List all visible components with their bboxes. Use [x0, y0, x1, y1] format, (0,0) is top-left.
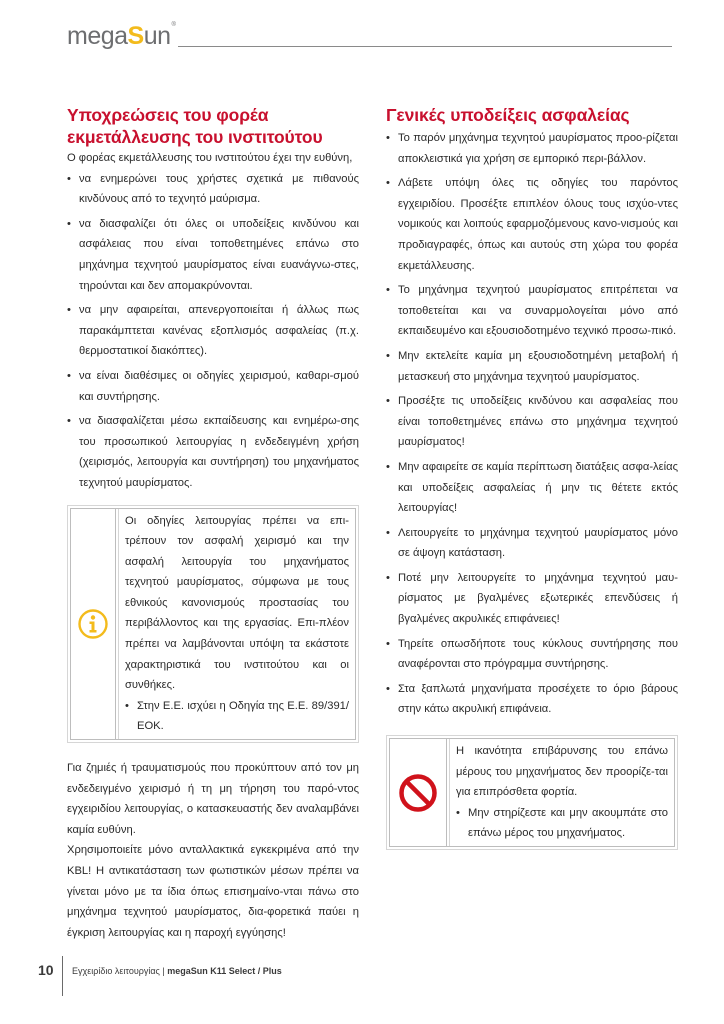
header-rule — [178, 46, 672, 47]
list-item: • Λάβετε υπόψη όλες τις οδηγίες του παρόντος εγχειριδίου. Προσέξτε επιπλέον όλους τους ισχύο-ντες νομικούς και λοιπούς εφαρμοζόμενους κανο-νισμούς και προδιαγραφές, όπως και αυτούς στη χώρα του φορέα εκμετάλλευσης. — [386, 173, 678, 276]
list-item: • Λειτουργείτε το μηχάνημα τεχνητού μαυρίσματος μόνο σε άψογη κατάσταση. — [386, 523, 678, 564]
footer-divider — [62, 956, 63, 996]
footer-doc-label: Εγχειρίδιο λειτουργίας | — [72, 966, 168, 976]
list-item: • Το παρόν μηχάνημα τεχνητού μαυρίσματος προο-ρίζεται αποκλειστικά για χρήση σε εμπορικό περι-βάλλον. — [386, 128, 678, 169]
list-item: • να διασφαλίζεται μέσω εκπαίδευσης και ενημέρω-σης του προσωπικού λειτουργίας η ενδεδειγμένη χρήση (χειρισμός, λειτουργία και συντήρηση) του μηχανήματος τεχνητού μαυρίσματος. — [67, 411, 359, 493]
prohibition-notice-bullet: • Μην στηρίζεστε και μην ακουμπάτε στο επάνω μέρος του μηχανήματος. — [456, 803, 668, 844]
operator-duties-list — [67, 169, 359, 494]
footer-product-name: megaSun K11 Select / Plus — [167, 966, 282, 976]
list-item: • Στα ξαπλωτά μηχανήματα προσέχετε το όριο βάρους στην κάτω ακρυλική επιφάνεια. — [386, 679, 678, 720]
prohibition-notice-box — [389, 738, 675, 847]
logo-text-mega: mega — [67, 22, 128, 50]
megasun-logo — [67, 20, 175, 52]
logo-registered-mark: ® — [171, 22, 176, 28]
list-item: • Το μηχάνημα τεχνητού μαυρίσματος επιτρέπεται να τοποθετείται και να συναρμολογείται μόνο από εκπαιδευμένο και εξουσιοδοτημένο τεχνικό προσω-πικό. — [386, 280, 678, 342]
info-notice-paragraph: Οι οδηγίες λειτουργίας πρέπει να επι-τρέπουν τον ασφαλή χειρισμό και την ασφαλή λειτουργία του μηχανήματος τεχνητού μαυρίσματος, σύμφωνα με τους εθνικούς κανονισμούς προστασίας του περιβάλλοντος και της εργασίας. Επι-πλέον πρέπει να λαμβάνονται υπόψη τα εκάστοτε χαρακτηριστικά του ινστιτούτου και οι συνθήκες. — [125, 514, 349, 692]
logo-text-s: S — [127, 22, 144, 50]
info-icon-cell — [71, 509, 116, 740]
prohibition-icon-cell — [390, 739, 447, 846]
right-column — [386, 104, 678, 865]
info-notice-bullet: • Στην Ε.Ε. ισχύει η Οδηγία της Ε.Ε. 89/391/ΕΟΚ. — [125, 696, 349, 737]
left-column — [67, 104, 359, 943]
info-icon — [77, 608, 109, 640]
list-item: • Μην εκτελείτε καμία μη εξουσιοδοτημένη μεταβολή ή μετασκευή στο μηχάνημα τεχνητού μαυρίσματος. — [386, 346, 678, 387]
prohibition-notice-paragraph: Η ικανότητα επιβάρυνσης του επάνω μέρους του μηχανήματος δεν προορίζε-ται για επιπρόσθετα φορτία. — [456, 745, 668, 799]
prohibition-icon — [398, 773, 438, 813]
operator-duties-intro: Ο φορέας εκμετάλλευσης του ινστιτούτου έχει την ευθύνη, — [67, 152, 353, 164]
list-item: • Προσέξτε τις υποδείξεις κινδύνου και ασφαλείας που είναι τοποθετημένες επάνω στο μηχάνημα τεχνητού μαυρίσματος! — [386, 391, 678, 453]
operator-duties-heading: Υποχρεώσεις του φορέα εκμετάλλευσης του ινστιτούτου — [67, 105, 323, 147]
list-item: • να διασφαλίζει ότι όλες οι υποδείξεις κινδύνου και ασφάλειας που είναι τοποθετημένες επάνω στο μηχάνημα τεχνητού μαυρίσματος είναι ευανάγνω-στες, τηρούνται και δεν απομακρύνονται. — [67, 214, 359, 296]
liability-paragraph: Για ζημιές ή τραυματισμούς που προκύπτουν από τον μη ενδεδειγμένο χειρισμό ή τη μη τήρηση του παρό-ντος εγχειριδίου λειτουργίας, ο κατασκευαστής δεν αναλαμβάνει καμία ευθύνη. — [67, 762, 359, 836]
list-item: • Τηρείτε οπωσδήποτε τους κύκλους συντήρησης που αναφέρονται στο πρόγραμμα συντήρησης. — [386, 634, 678, 675]
footer-caption — [72, 965, 282, 977]
page-number: 10 — [38, 962, 54, 978]
spare-parts-paragraph: Χρησιμοποιείτε μόνο ανταλλακτικά εγκεκριμένα από την KBL! Η αντικατάσταση των φωτιστικών μέσων πρέπει να γίνεται μόνο με τα ίδια όπως επισημαίνο-νται πάνω στο μηχάνημα τεχνητού μαυρίσματος, δια-φορετικά παύει η έγκριση λειτουργίας και η παροχή εγγύησης! — [67, 844, 359, 939]
prohibition-notice-text — [449, 739, 674, 846]
info-notice-text — [118, 509, 355, 740]
general-safety-list — [386, 128, 678, 720]
footer — [38, 956, 282, 998]
list-item: • Μην αφαιρείτε σε καμία περίπτωση διατάξεις ασφα-λείας και υποδείξεις ασφαλείας ή μην τις θέτετε εκτός λειτουργίας! — [386, 457, 678, 519]
general-safety-heading: Γενικές υποδείξεις ασφαλείας — [386, 105, 630, 125]
list-item: • να είναι διαθέσιμες οι οδηγίες χειρισμού, καθαρι-σμού και συντήρησης. — [67, 366, 359, 407]
list-item: • να μην αφαιρείται, απενεργοποιείται ή άλλως πως παρακάμπτεται κανένας εξοπλισμός ασφαλείας (π.χ. θερμοστατικοί διακόπτες). — [67, 300, 359, 362]
info-notice-box — [70, 508, 356, 741]
list-item: • Ποτέ μην λειτουργείτε το μηχάνημα τεχνητού μαυ-ρίσματος με βγαλμένες εξωτερικές επενδύσεις ή βγαλμένες ακρυλικές επιφάνειες! — [386, 568, 678, 630]
logo-text-un: un — [143, 22, 171, 50]
list-item: • να ενημερώνει τους χρήστες σχετικά με πιθανούς κινδύνους από το τεχνητό μαύρισμα. — [67, 169, 359, 210]
